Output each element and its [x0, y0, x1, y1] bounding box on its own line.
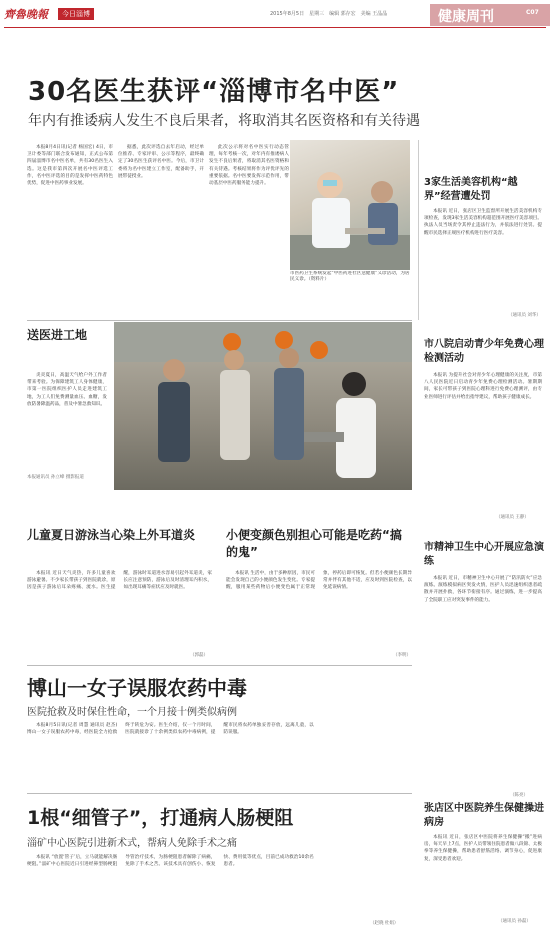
urine-body — [226, 570, 412, 658]
feature-body — [27, 372, 107, 470]
paragraph: 本报讯 “放置‘管子’后，立马就能解决肠梗阻。”淄矿中心医院近日引进经鼻型肠梗阻导管治疗技术，为肠梗阻患者解除了病痛，免除了手术之苦。该技术具有创伤小、恢复快、费用低等优点，目前已成功救治10余名患者。 — [27, 855, 314, 868]
section-rule — [27, 793, 412, 794]
tube-headline: 1根“细管子”，打通病人肠梗阻 — [27, 807, 294, 829]
paragraph: 本报讯 为提升社会对青少年心理健康的关注度，市第八人民医院近日启动青少年免费心理检测活动。暑期期间，家长可带孩子到医院心理科进行免费心理测评，由专业医师进行评估并给出指导建议，帮助孩子健康成长。 — [424, 373, 542, 400]
masthead — [0, 0, 550, 26]
section-title: 健康周刊 — [438, 9, 494, 25]
tube-byline: （赵晓 杜娟） — [370, 921, 399, 926]
edition-badge: 今日淄博 — [58, 8, 94, 20]
paragraph: 据悉，此次评选自去年启动，经过单位推荐、专家评审、公示等程序，最终确定了30名医生获评名中医。今后，市卫计委将为名中医建立工作室，配备助手，开展带徒授业。 — [118, 145, 204, 179]
dateline: 2015年8月5日 星期三 编辑 郭存宏 美编 王晶晶 — [270, 11, 388, 17]
lead-body-col1 — [27, 144, 113, 284]
paragraph: 此次公示将对名中医实行动态管理，每年考核一次，对年内有推诿病人发生不良后果者，将取消其名医资格和有关待遇。考核结果将作为评优评先的重要依据。名中医要发挥示范作用，带动基层中医药服务能力提升。 — [209, 145, 289, 187]
paragraph: 本报讯 近日天气炎热，许多儿童喜欢游泳避暑。不少家长带孩子到医院就诊，原因是孩子游泳后耳朵疼痛、流水。医生提醒，游泳时耳道进水容易引起外耳道炎，家长应注意预防，游泳后及时清理耳内积水，如出现耳痛等症状应及时就医。 — [27, 571, 212, 591]
swim-headline: 儿童夏日游泳当心染上外耳道炎 — [27, 528, 196, 542]
section-rule — [27, 320, 412, 321]
urine-headline: 小便变颜色别担心可能是吃药“搞的鬼” — [226, 528, 402, 559]
column-divider — [418, 140, 419, 320]
sidebar1-byline: （通讯员 刘华） — [508, 313, 541, 318]
paragraph: 炎炎夏日，高温天气给户外工作者带来考验。为保障建筑工人身体健康，市第一医院组织医护人员走进建筑工地，为工人们免费测量血压、血糖，发放防暑降温药品，普及中暑急救知识。 — [27, 373, 107, 407]
boshan-body — [27, 722, 412, 786]
swim-byline: （郭磊） — [190, 653, 208, 658]
masthead-rule — [4, 27, 546, 28]
section-rule — [27, 665, 412, 666]
sidebar1-headline: 3家生活美容机构“越界”经营遭处罚 — [424, 177, 518, 202]
sidebar1-body — [424, 208, 542, 308]
sidebar3-byline: （陈亮） — [510, 793, 528, 798]
page-number: C07 — [526, 9, 539, 16]
feature-headline: 送医进工地 — [27, 328, 88, 342]
swim-body — [27, 570, 212, 658]
feature-byline: 本报通讯员 孙立峰 摄影报道 — [27, 475, 84, 480]
tube-subhead: 淄矿中心医院引进新术式，帮病人免除手术之痛 — [27, 838, 237, 849]
boshan-headline: 博山一女子误服农药中毒 — [27, 676, 247, 700]
newspaper-logo: 齊魯晚報 — [4, 8, 48, 21]
sidebar4-body — [424, 834, 542, 918]
sidebar4-headline: 张店区中医院养生保健操进病房 — [424, 803, 544, 828]
sidebar2-headline: 市八院启动青少年免费心理检测活动 — [424, 339, 544, 364]
sidebar2-body — [424, 372, 542, 512]
lead-photo-caption: 市医药卫生系统发起“中医药进社区送健康”义诊活动，为居民义诊。（资料片） — [290, 271, 410, 283]
worksite-photo — [114, 322, 412, 490]
lead-headline: 30名医生获评“淄博市名中医” — [28, 77, 400, 107]
urine-byline: （李明） — [393, 653, 411, 658]
paragraph: 本报讯 近日，市精神卫生中心开展了“防汛防火”应急演练。演练模拟病区突发火情，医护人员迅速组织患者疏散并开展扑救，各环节衔接有序。通过演练，进一步提高了全院职工应对突发事件的能力。 — [424, 576, 542, 603]
sidebar3-headline: 市精神卫生中心开展应急演练 — [424, 542, 544, 567]
doctor-consultation-illustration — [290, 140, 410, 270]
paragraph: 本报讯 近日，张店区中医院将养生保健操“搬”进病房，每天早上7点，医护人员带领住院患者做八段锦、太极拳等养生保健操，帮助患者舒筋活络、调节身心，促进康复，深受患者欢迎。 — [424, 835, 542, 862]
sidebar3-body — [424, 575, 542, 790]
sidebar4-byline: （通讯员 孙磊） — [498, 919, 531, 924]
paragraph: 本报讯 近日，张店区卫生监督所开展生活美容机构专项检查，发现3家生活美容机构超范围开展医疗美容项目。执法人员当场责令其停止违法行为，并依法进行处罚。提醒市民选择正规医疗机构进行医疗美容。 — [424, 209, 542, 236]
tube-body — [27, 854, 412, 920]
workers-health-check-illustration — [114, 322, 412, 490]
lead-subhead: 年内有推诿病人发生不良后果者，将取消其名医资格和有关待遇 — [28, 113, 420, 129]
sidebar2-byline: （通讯员 王静） — [496, 515, 529, 520]
paragraph: 本报8月5日讯(记者 周慧 通讯员 赵杰) 博山一女子误服农药中毒，经医院全力抢救终于转危为安。医生介绍，仅一个月时间，医院就接诊了十余例类似农药中毒病例，提醒市民将农药单独妥善存放，远离儿童，以防误服。 — [27, 723, 314, 736]
paragraph: 本报讯 生活中，由于多种原因，市民可能会发现自己的小便颜色发生变化。专家提醒，服用某些药物后小便变色属于正常现象，停药后即可恢复。但若小便颜色长期异常并伴有其他不适，应及时到医院检查，以免延误病情。 — [226, 571, 412, 591]
boshan-subhead: 医院抢救及时保住性命，一个月接十例类似病例 — [27, 707, 237, 718]
lead-body-col3 — [209, 144, 289, 314]
lead-body-col2 — [118, 144, 204, 284]
lead-photo — [290, 140, 410, 270]
paragraph: 本报8月4日讯(记者 杨国宏) 4日，市卫计委等部门联合发布通知，正式公布第四届淄博市名中医名单，共有30名医生入选。这是我市第四次开展名中医评选工作，名中医评选的目的是发挥中医药特色优势，促进中医药事业发展。 — [27, 145, 113, 187]
